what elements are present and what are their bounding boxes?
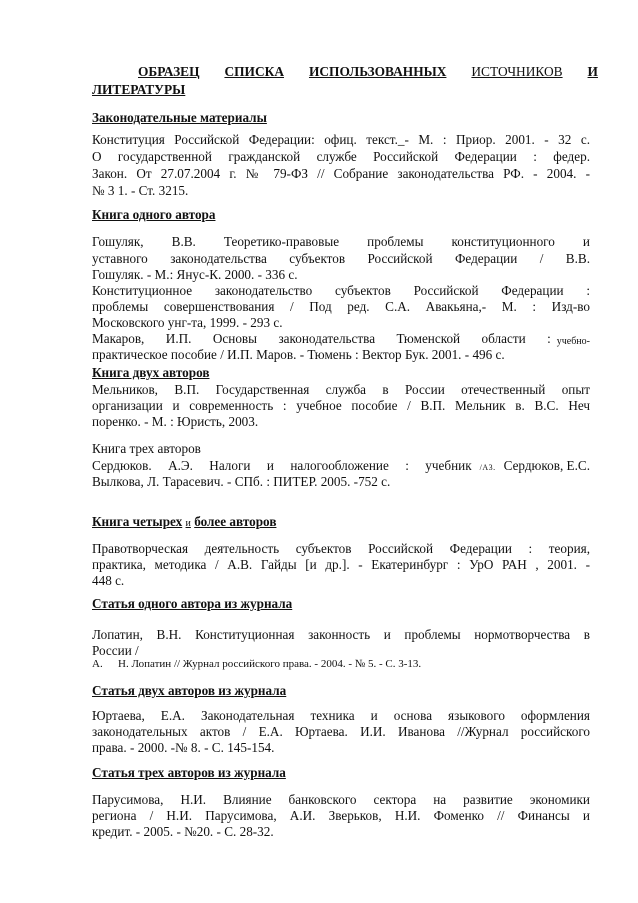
text-line: законодательных актов / Е.А. Юртаева. И.И. Иванова //Журнал российского: [92, 724, 590, 739]
text-line: Парусимова, Н.И. Влияние банковского сектора на развитие экономики: [92, 792, 590, 807]
text-line: 448 с.: [92, 573, 125, 588]
text-line: региона / Н.И. Парусимова, А.И. Зверьков, Н.И. Фоменко // Финансы и: [92, 808, 590, 823]
heading-part: и: [185, 518, 191, 529]
text-line: Закон. От 27.07.2004 г. № 79-ФЗ // Собрание законодательства РФ. - 2004. -: [92, 166, 590, 181]
section-heading: Законодательные материалы: [92, 110, 267, 125]
title-word: ИСТОЧНИКОВ: [471, 64, 563, 79]
section-heading: [92, 513, 590, 532]
text-line: практическое пособие / И.П. Маров. - Тюмень : Вектор Бук. 2001. - 496 с.: [92, 347, 505, 362]
text-fragment: Сердюков, Е.С.: [503, 458, 590, 473]
text-line: Вылкова, Л. Тарасевич. - СПб. : ПИТЕР. 2005. -752 с.: [92, 474, 391, 489]
title-word: ОБРАЗЕЦ: [138, 64, 200, 79]
text-fragment: /А3.: [479, 463, 496, 472]
text-line: Правотворческая деятельность субъектов Российской Федерации : теория,: [92, 541, 590, 556]
text-line: № 3 1. - Ст. 3215.: [92, 183, 189, 198]
text-line: кредит. - 2005. - №20. - С. 28-32.: [92, 824, 274, 839]
heading-part: Книга четырех: [92, 514, 183, 529]
heading-part: более авторов: [194, 514, 277, 529]
text-line: Конституция Российской Федерации: офиц. текст._- М. : Приор. 2001. - 32 с.: [92, 132, 590, 147]
text-line: Гошуляк. - М.: Янус-К. 2000. - 336 с.: [92, 267, 298, 282]
title-word: СПИСКА: [224, 64, 285, 79]
text-line: права. - 2000. -№ 8. - С. 145-154.: [92, 740, 275, 755]
title-word: ИСПОЛЬЗОВАННЫХ: [308, 64, 447, 79]
document-title-line2: ЛИТЕРАТУРЫ: [92, 82, 186, 97]
section-heading: Статья трех авторов из журнала: [92, 765, 286, 780]
section-heading: Книга двух авторов: [92, 365, 210, 380]
title-word: И: [587, 64, 598, 79]
section-heading: Статья одного автора из журнала: [92, 596, 293, 611]
text-line: Московского унг-та, 1999. - 293 с.: [92, 315, 283, 330]
text-line: Гошуляк, В.В. Теоретико-правовые проблемы конституционного и: [92, 234, 590, 249]
text-line: Мельников, В.П. Государственная служба в России отечественный опыт: [92, 382, 590, 397]
text-fragment: Н. Лопатин // Журнал российского права. - 2004. - № 5. - С. 3-13.: [118, 658, 422, 670]
text-fragment: учебно-: [556, 336, 590, 347]
text-line: Юртаева, Е.А. Законодательная техника и основа языкового оформления: [92, 708, 590, 723]
text-line: проблемы совершенствования / Под ред. С.А. Авакьяна,- М. : Изд-во: [92, 299, 590, 314]
document-title: [92, 64, 598, 80]
text-line: Конституционное законодательство субъектов Российской Федерации :: [92, 283, 590, 298]
text-line: России /: [92, 643, 139, 658]
text-fragment: Сердюков. А.Э. Налоги и налогообложение : учебник: [92, 458, 472, 473]
text-line: О государственной гражданской службе Российской Федерации : федер.: [92, 149, 590, 164]
text-line: пoренко. - М. : Юристь, 2003.: [92, 414, 259, 429]
text-line: организации и современность : учебное пособие / В.П. Мельник в. В.С. Неч: [92, 398, 590, 413]
text-line: Лопатин, В.Н. Конституционная законность и проблемы нормотворчества в: [92, 627, 590, 642]
text-line: [92, 656, 590, 673]
text-line: практика, методика / А.В. Гайды [и др.]. - Екатеринбург : УрО РАН , 2001. -: [92, 557, 590, 572]
section-heading: Книга одного автора: [92, 207, 216, 222]
section-heading: Книга трех авторов: [92, 441, 201, 456]
text-fragment: Макаров, И.П. Основы законодательства Тюменской области :: [92, 331, 551, 346]
text-fragment: А.: [92, 658, 103, 670]
section-heading: Статья двух авторов из журнала: [92, 683, 287, 698]
text-line: уставного законодательства субъектов Российской Федерации / В.В.: [92, 251, 590, 266]
